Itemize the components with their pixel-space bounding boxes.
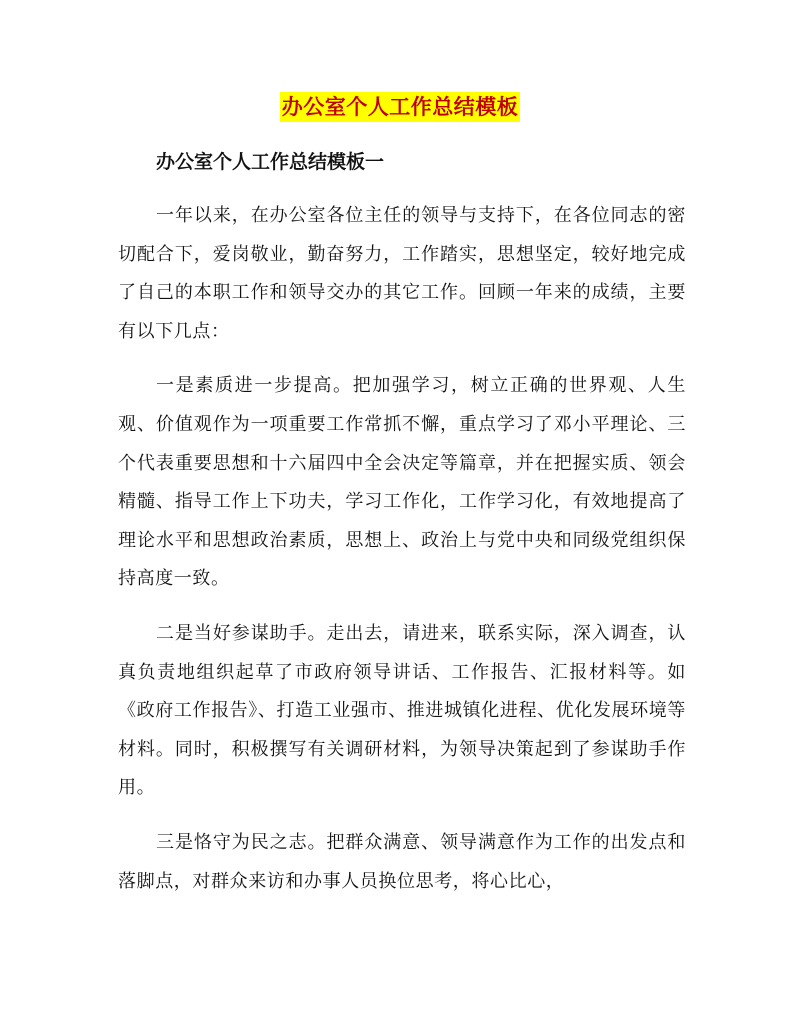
section-heading: 办公室个人工作总结模板一 — [156, 151, 385, 173]
document-body — [118, 143, 686, 917]
paragraph-point-2: 二是当好参谋助手。走出去，请进来，联系实际，深入调查，认真负责地组织起草了市政府领导讲话、工作报告、汇报材料等。如《政府工作报告》、打造工业强市、推进城镇化进程、优化发展环境等材料。同时，积极撰写有关调研材料，为领导决策起到了参谋助手作用。 — [118, 622, 686, 799]
paragraph-point-1: 一是素质进一步提高。把加强学习，树立正确的世界观、人生观、价值观作为一项重要工作常抓不懈，重点学习了邓小平理论、三个代表重要思想和十六届四中全会决定等篇章，并在把握实质、领会精髓、指导工作上下功夫，学习工作化，工作学习化，有效地提高了理论水平和思想政治素质，思想上、政治上与党中央和同级党组织保持高度一致。 — [118, 375, 686, 590]
document-title: 办公室个人工作总结模板 — [280, 92, 521, 122]
title-container — [0, 92, 800, 122]
paragraph-point-3: 三是恪守为民之志。把群众满意、领导满意作为工作的出发点和落脚点，对群众来访和办事人员换位思考，将心比心， — [118, 831, 686, 892]
paragraph-intro: 一年以来，在办公室各位主任的领导与支持下，在各位同志的密切配合下，爱岗敬业，勤奋努力，工作踏实，思想坚定，较好地完成了自己的本职工作和领导交办的其它工作。回顾一年来的成绩，主要有以下几点： — [118, 205, 686, 342]
